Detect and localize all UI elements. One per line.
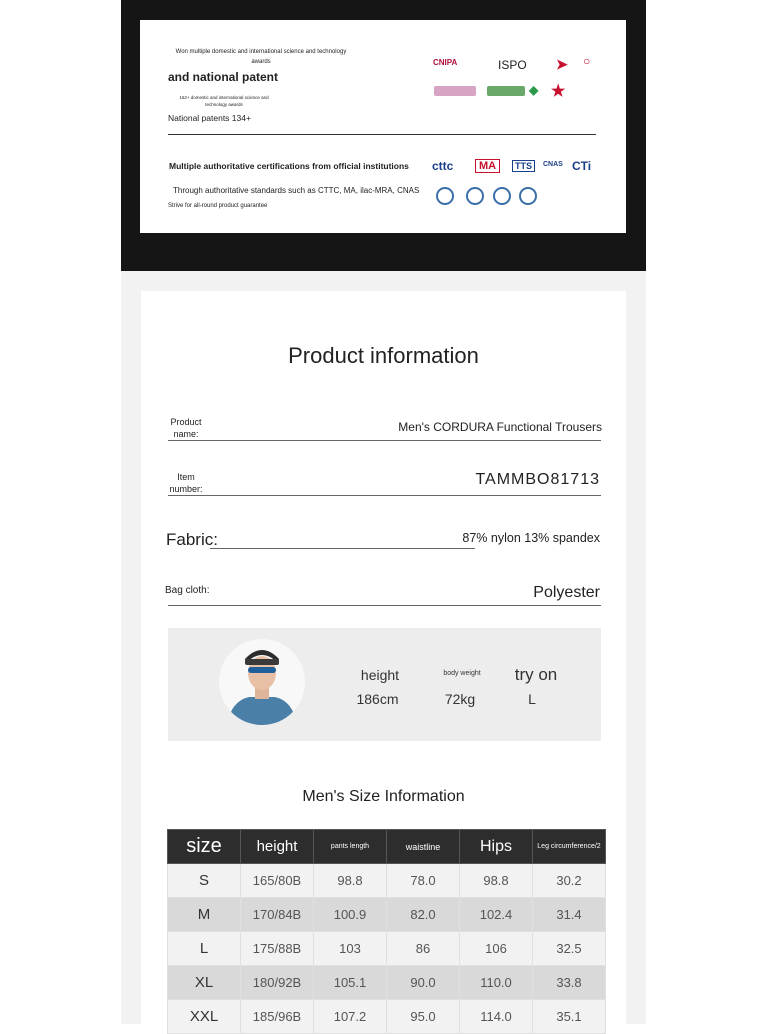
cnipa-logo: CNIPA [433, 58, 458, 67]
award-circle-logo: ○ [583, 54, 591, 68]
table-row [168, 932, 606, 966]
height-column-header: height [241, 830, 314, 864]
awards-title: Won multiple domestic and international science and technology awards [175, 49, 347, 65]
table-cell: 103 [314, 932, 387, 966]
pants-length-column-header: pants length [314, 830, 387, 864]
table-cell: 98.8 [460, 864, 533, 898]
table-cell: 165/80B [241, 864, 314, 898]
size-column-header: size [168, 830, 241, 864]
guarantee-text: Strive for all-round product guarantee [168, 203, 268, 209]
table-cell: 95.0 [387, 1000, 460, 1034]
table-row [168, 966, 606, 1000]
item-number-label: Item number: [169, 472, 203, 494]
bag-cloth-label: Bag cloth: [165, 585, 210, 596]
field-underline [168, 440, 601, 441]
height-value: 186cm [356, 691, 399, 707]
table-cell: 185/96B [241, 1000, 314, 1034]
table-cell: 114.0 [460, 1000, 533, 1034]
table-cell: L [168, 932, 241, 966]
award-star-logo: ★ [551, 83, 566, 100]
field-underline [168, 605, 601, 606]
table-cell: 175/88B [241, 932, 314, 966]
cttc-logo: cttc [432, 159, 454, 173]
award-swoosh-logo: ➤ [556, 56, 568, 72]
weight-label: body weight [443, 670, 481, 677]
certification-seal-icon [436, 187, 454, 205]
table-cell: 180/92B [241, 966, 314, 1000]
tryon-label: try on [514, 665, 558, 684]
model-avatar [219, 639, 305, 725]
table-cell: 90.0 [387, 966, 460, 1000]
certification-card [140, 20, 626, 233]
table-row [168, 1000, 606, 1034]
cnas-logo: CNAS [543, 161, 563, 168]
table-cell: 78.0 [387, 864, 460, 898]
award-badge-green-logo [487, 86, 525, 96]
leg-circumference-column-header: Leg circumference/2 [533, 830, 606, 864]
patents-count: National patents 134+ [168, 113, 251, 123]
standards-text: Through authoritative standards such as CTTC, MA, ilac-MRA, CNAS [173, 186, 420, 195]
item-number-value: TAMMBO81713 [475, 471, 600, 488]
fabric-label: Fabric: [166, 530, 218, 549]
size-table [167, 829, 606, 1034]
hips-column-header: Hips [460, 830, 533, 864]
table-cell: 170/84B [241, 898, 314, 932]
model-portrait-icon [219, 639, 305, 725]
table-row [168, 864, 606, 898]
table-cell: XL [168, 966, 241, 1000]
table-cell: 35.1 [533, 1000, 606, 1034]
table-cell: 32.5 [533, 932, 606, 966]
waistline-column-header: waistline [387, 830, 460, 864]
certification-seal-icon [466, 187, 484, 205]
patent-title: and national patent [168, 70, 279, 84]
table-cell: 107.2 [314, 1000, 387, 1034]
awards-subtitle: 162+ domestic and international science and technology awards [179, 95, 269, 107]
table-cell: 82.0 [387, 898, 460, 932]
table-header-row [168, 830, 606, 864]
table-cell: 102.4 [460, 898, 533, 932]
tryon-value: L [528, 691, 536, 707]
tts-logo: TTS [512, 160, 535, 172]
certification-seal-icon [519, 187, 537, 205]
field-underline [168, 495, 601, 496]
certifications-title: Multiple authoritative certifications from official institutions [169, 161, 409, 171]
product-info-title: Product information [288, 343, 479, 368]
cert-divider [168, 134, 596, 135]
weight-value: 72kg [444, 691, 476, 707]
table-row [168, 898, 606, 932]
table-cell: 31.4 [533, 898, 606, 932]
product-name-label: Product name: [170, 417, 202, 439]
bag-cloth-value: Polyester [533, 584, 600, 601]
award-badge-pink-logo [434, 86, 476, 96]
field-underline [210, 548, 475, 549]
table-cell: M [168, 898, 241, 932]
table-cell: 98.8 [314, 864, 387, 898]
cti-logo: CTi [572, 159, 592, 173]
table-cell: 105.1 [314, 966, 387, 1000]
ma-logo: MA [475, 159, 500, 173]
table-cell: 86 [387, 932, 460, 966]
fabric-value: 87% nylon 13% spandex [462, 531, 600, 545]
table-cell: 33.8 [533, 966, 606, 1000]
table-cell: 106 [460, 932, 533, 966]
award-diamond-logo: ◆ [529, 83, 539, 97]
certification-seal-icon [493, 187, 511, 205]
table-cell: XXL [168, 1000, 241, 1034]
height-label: height [360, 667, 400, 683]
table-cell: 110.0 [460, 966, 533, 1000]
product-name-value: Men's CORDURA Functional Trousers [398, 420, 602, 434]
ispo-logo: ISPO [498, 58, 527, 72]
table-cell: S [168, 864, 241, 898]
size-info-title: Men's Size Information [302, 788, 465, 805]
table-cell: 100.9 [314, 898, 387, 932]
table-cell: 30.2 [533, 864, 606, 898]
